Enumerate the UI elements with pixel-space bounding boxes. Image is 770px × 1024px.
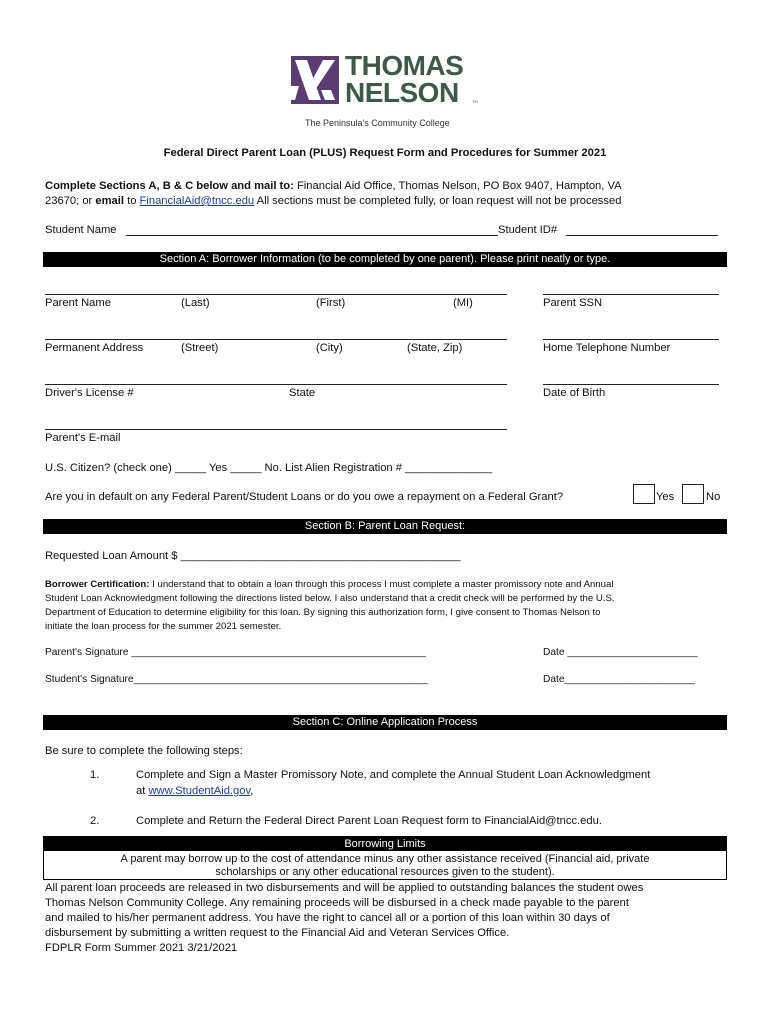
parent-email-label: Parent's E-mail <box>45 432 121 444</box>
steps-intro: Be sure to complete the following steps: <box>45 745 243 757</box>
home-phone-label: Home Telephone Number <box>543 342 671 354</box>
disbursement-line4: disbursement by submitting a written request to the Financial Aid and Veteran Services Office. <box>45 927 510 939</box>
certification-line2: Student Loan Acknowledgment following the directions listed below. I also understand that a credit check will be performed by the U.S. <box>45 593 615 604</box>
intro-address: Financial Aid Office, Thomas Nelson, PO Box 9407, Hampton, VA <box>293 180 622 192</box>
date-of-birth-field[interactable] <box>543 384 719 385</box>
borrowing-limits-line1: A parent may borrow up to the cost of attendance minus any other assistance received (Financial aid, private <box>120 853 650 865</box>
step1-at: at <box>136 785 149 797</box>
logo-name-line1: THOMAS <box>345 50 464 81</box>
student-id-field[interactable] <box>566 235 718 236</box>
intro-line2-post: All sections must be completed fully, or loan request will not be processed <box>254 195 622 207</box>
step1-comma: , <box>250 785 254 797</box>
logo-tagline: The Peninsula's Community College <box>305 118 450 128</box>
step1-text: Complete and Sign a Master Promissory Note, and complete the Annual Student Loan Acknowledgment <box>136 769 651 781</box>
default-no-label: No <box>706 491 721 503</box>
parent-name-label: Parent Name <box>45 297 111 309</box>
certification-line3: Department of Education to determine eligibility for this loan. By signing this authorization form, I give consent to Thomas Nelson to <box>45 607 601 618</box>
date-of-birth-label: Date of Birth <box>543 387 606 399</box>
certification-text1: I understand that to obtain a loan through this process I must complete a master promissory note and Annual <box>149 579 614 590</box>
license-state-label: State <box>289 387 316 399</box>
permanent-address-label: Permanent Address <box>45 342 144 354</box>
street-label: (Street) <box>181 342 219 354</box>
certification-line4: initiate the loan process for the summer 2021 semester. <box>45 621 282 632</box>
state-zip-label: (State, Zip) <box>407 342 463 354</box>
default-no-checkbox[interactable] <box>682 484 704 504</box>
disbursement-line3: and mailed to his/her permanent address. You have the right to cancel all or a portion of this loan within 30 days of <box>45 912 610 924</box>
parent-ssn-field[interactable] <box>543 294 719 295</box>
certification-heading: Borrower Certification: <box>45 579 150 590</box>
page-title: Federal Direct Parent Loan (PLUS) Request Form and Procedures for Summer 2021 <box>163 147 607 159</box>
default-yes-label: Yes <box>656 491 675 503</box>
citizenship-question: U.S. Citizen? (check one) _____ Yes _____ No. List Alien Registration # ______________ <box>45 462 493 474</box>
intro-line2-mid: to <box>124 195 140 207</box>
first-name-label: (First) <box>316 297 346 309</box>
parent-name-field[interactable] <box>45 294 507 295</box>
student-name-field[interactable] <box>126 235 498 236</box>
studentaid-link[interactable]: www.StudentAid.gov <box>148 785 251 797</box>
parent-signature-date[interactable]: Date _______________________ <box>543 647 698 658</box>
logo-mark-icon <box>291 56 339 104</box>
borrowing-limits-line2: scholarships or any other educational resources given to the student). <box>215 866 555 878</box>
borrowing-limits-box <box>43 836 727 880</box>
logo-name-line2: NELSON <box>345 77 459 108</box>
parent-ssn-label: Parent SSN <box>543 297 603 309</box>
city-label: (City) <box>316 342 343 354</box>
middle-initial-label: (MI) <box>453 297 473 309</box>
step2-text: Complete and Return the Federal Direct Parent Loan Request form to FinancialAid@tncc.edu. <box>136 815 602 827</box>
step2-number: 2. <box>90 815 100 827</box>
student-signature-line[interactable]: Student's Signature____________________________________________________ <box>45 674 429 685</box>
home-phone-field[interactable] <box>543 339 719 340</box>
drivers-license-field[interactable] <box>45 384 507 385</box>
requested-loan-amount[interactable]: Requested Loan Amount $ _____________________________________________ <box>45 550 461 562</box>
disbursement-line1: All parent loan proceeds are released in two disbursements and will be applied to outstanding balances the student owes <box>45 882 644 894</box>
intro-line1 <box>45 180 622 192</box>
student-name-label: Student Name <box>45 224 117 236</box>
certification-line1 <box>45 579 613 590</box>
default-yes-checkbox[interactable] <box>633 484 655 504</box>
disbursement-line2: Thomas Nelson Community College. Any remaining proceeds will be disbursed in a check made payable to the parent <box>45 897 629 909</box>
student-id-label: Student ID# <box>498 224 558 236</box>
default-question: Are you in default on any Federal Parent/Student Loans or do you owe a repayment on a Federal Grant? <box>45 491 564 503</box>
step1-text-line2 <box>136 785 253 797</box>
parent-email-field[interactable] <box>45 429 507 430</box>
financial-aid-email-link[interactable]: FinancialAid@tncc.edu <box>139 195 255 207</box>
step1-number: 1. <box>90 769 100 781</box>
intro-lead: Complete Sections A, B & C below and mail to: <box>45 180 294 192</box>
section-a-header: Section A: Borrower Information (to be completed by one parent). Please print neatly or type. <box>43 252 727 267</box>
logo-trademark: TM <box>472 99 478 104</box>
intro-email-word: email <box>95 195 124 207</box>
section-c-header: Section C: Online Application Process <box>43 715 727 730</box>
drivers-license-label: Driver's License # <box>45 387 134 399</box>
student-signature-date[interactable]: Date_______________________ <box>543 674 695 685</box>
form-identifier: FDPLR Form Summer 2021 3/21/2021 <box>45 942 238 954</box>
section-b-header: Section B: Parent Loan Request: <box>43 519 727 534</box>
intro-line2 <box>45 195 621 207</box>
borrowing-limits-header: Borrowing Limits <box>44 837 726 851</box>
intro-line2-pre: 23670; or <box>45 195 96 207</box>
last-name-label: (Last) <box>181 297 210 309</box>
parent-signature-line[interactable]: Parent's Signature ____________________________________________________ <box>45 647 426 658</box>
permanent-address-field[interactable] <box>45 339 507 340</box>
